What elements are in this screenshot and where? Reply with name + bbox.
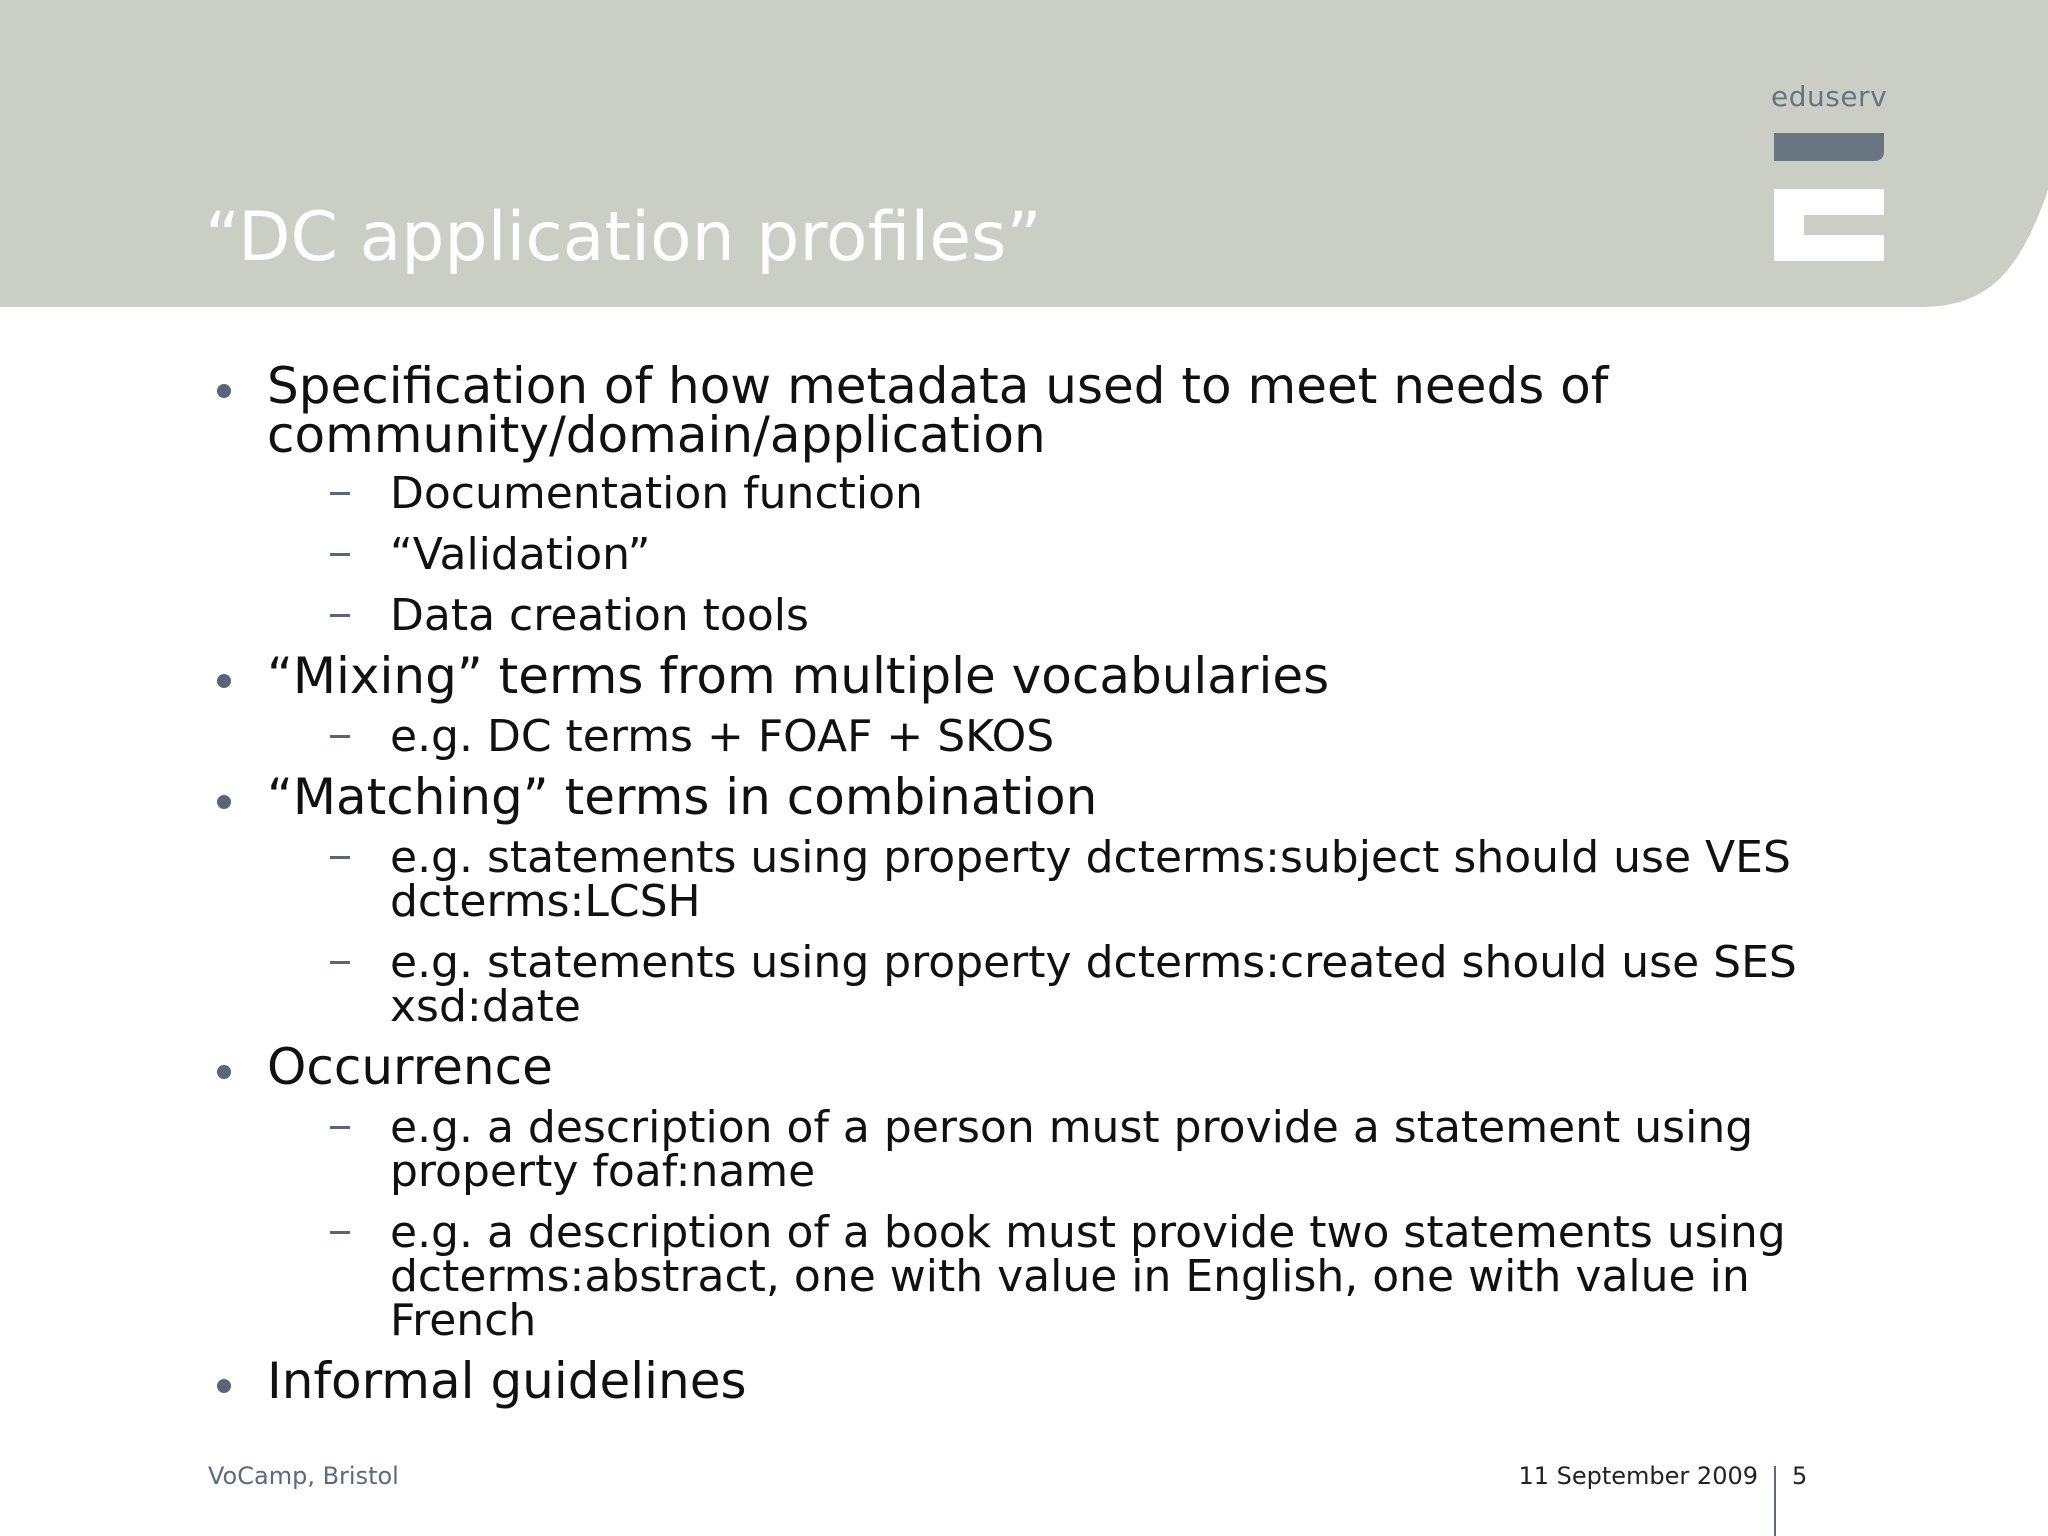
footer-date: 11 September 2009 (1518, 1462, 1758, 1490)
bullet-item (205, 768, 1885, 826)
bullet-item (205, 1038, 1885, 1096)
bullet-dot-icon (217, 384, 231, 398)
logo-mark-icon (1774, 133, 1886, 273)
bullet-text: “Mixing” terms from multiple vocabularies (267, 647, 1330, 705)
sub-bullet-text: e.g. statements using property dcterms:created should use SES xsd:date (390, 937, 1797, 1032)
bullet-text: “Matching” terms in combination (267, 768, 1098, 826)
footer-event: VoCamp, Bristol (208, 1462, 399, 1490)
bullet-dot-icon (217, 795, 231, 809)
bullet-dot-icon (217, 1065, 231, 1079)
footer-divider (1774, 1466, 1776, 1536)
sub-bullet-text: e.g. a description of a person must provide a statement using property foaf:name (390, 1102, 1754, 1197)
dash-icon (330, 735, 350, 738)
dash-icon (330, 961, 350, 964)
bullet-dot-icon (217, 674, 231, 688)
sub-bullet-item (205, 590, 1885, 641)
bullet-text: Informal guidelines (267, 1352, 747, 1410)
page-number: 5 (1792, 1462, 1808, 1490)
bullet-item (205, 357, 1885, 464)
sub-bullet-item (205, 1102, 1885, 1197)
sub-bullet-text: Data creation tools (390, 590, 809, 641)
dash-icon (330, 614, 350, 617)
sub-bullet-text: e.g. DC terms + FOAF + SKOS (390, 711, 1055, 762)
logo-wordmark: eduserv (1771, 80, 1888, 113)
sub-bullet-item (205, 711, 1885, 762)
sub-bullet-text: “Validation” (390, 529, 651, 580)
dash-icon (330, 856, 350, 859)
sub-bullet-item (205, 468, 1885, 519)
dash-icon (330, 553, 350, 556)
bullet-list (205, 357, 1885, 1410)
bullet-item (205, 647, 1885, 705)
sub-bullet-item (205, 529, 1885, 580)
bullet-item (205, 1352, 1885, 1410)
dash-icon (330, 492, 350, 495)
eduserv-logo (1768, 80, 1888, 280)
sub-bullet-text: e.g. statements using property dcterms:subject should use VES dcterms:LCSH (390, 832, 1791, 927)
sub-bullet-text: e.g. a description of a book must provide two statements using dcterms:abstract, one with value in English, one with value in French (390, 1207, 1786, 1346)
bullet-dot-icon (217, 1379, 231, 1393)
bullet-text: Specification of how metadata used to meet needs of community/domain/application (267, 357, 1609, 464)
sub-bullet-item (205, 937, 1885, 1032)
bullet-text: Occurrence (267, 1038, 553, 1096)
dash-icon (330, 1231, 350, 1234)
sub-bullet-text: Documentation function (390, 468, 923, 519)
sub-bullet-item (205, 832, 1885, 927)
slide-title: “DC application profiles” (205, 198, 1042, 277)
sub-bullet-item (205, 1207, 1885, 1346)
dash-icon (330, 1126, 350, 1129)
